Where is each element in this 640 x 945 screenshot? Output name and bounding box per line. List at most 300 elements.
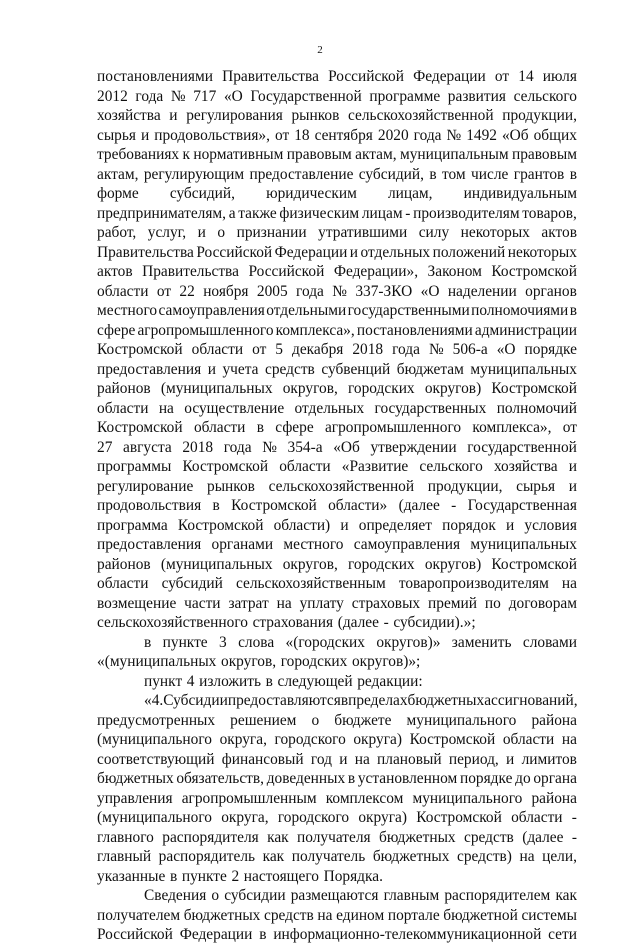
word: 2005 [256,282,288,300]
word: возмещение [97,594,177,612]
word: от [494,68,510,85]
word: и [506,750,515,768]
word: лимитов [521,750,577,768]
word: округа, [221,809,269,826]
word: рынков [207,477,255,495]
word: области [97,575,149,592]
word: на [158,399,174,417]
word: муниципального [412,789,523,807]
word: области [193,419,246,436]
word: финансовый [221,750,304,768]
word: и [339,750,348,768]
word: бюджетных [97,770,174,787]
text-line [97,867,577,887]
word: 3 [219,633,227,651]
word: изложить [199,672,262,690]
word: агропромышленным [181,789,317,807]
word: некоторых [507,243,577,261]
word: Костромской [416,809,502,826]
text-line [97,126,577,146]
word: года [135,87,164,105]
word: муниципальных [470,536,577,553]
word: 22 [179,282,195,300]
word: на [561,575,577,592]
word: субсидии [224,887,286,904]
word: в [347,770,356,787]
text-line [97,516,577,536]
word: округа) [358,809,407,826]
word: «Развитие [341,458,409,475]
word: (далее [522,828,564,846]
text-line [97,555,577,575]
text-line [97,925,577,945]
word: о [217,224,226,241]
word: (муниципальных [160,380,273,397]
word: сельскохозяйственным [236,575,386,592]
word: Федерации», [333,263,419,280]
word: Порядка. [323,867,383,885]
word: товаропроизводителям [398,575,549,592]
word: округа, [219,731,267,748]
word: заменить [451,633,512,651]
word: 337-ЗКО [355,282,413,300]
word: государственной [467,438,577,456]
word: товаров, [522,204,577,222]
word: сентября [314,126,373,144]
word: программы [97,458,172,475]
word: субсидий, [169,185,235,202]
word: органов [525,282,577,300]
word: (далее [337,614,379,631]
text-line [97,711,577,731]
word: сельского [513,87,577,105]
word: Российской [248,263,325,280]
text-line [97,769,577,789]
word: индивидуальным [463,185,577,202]
word: предоставление [249,165,354,183]
word: о [211,887,220,904]
text-line [97,184,577,204]
word: года [392,341,420,358]
word: «(городских [285,633,365,651]
text-line [97,87,577,107]
word: сельскохозяйственной [348,107,494,124]
word: и [207,360,216,378]
word: ассигнований, [484,692,578,709]
word: области) [273,516,331,534]
word: Костромской [409,731,496,748]
word: сельского [419,458,483,475]
word: регулирование [97,477,194,495]
word: округов)» [376,633,441,651]
document-body [97,67,577,945]
word: продукции, [427,477,503,495]
word: о [311,711,320,729]
text-line [97,633,577,653]
word: Федерации [413,68,486,85]
word: № [332,282,347,300]
word: средств [464,828,514,846]
word: период, [448,750,499,768]
word: управления [97,789,173,807]
word: «(муниципальных [97,653,217,670]
text-line [97,67,577,87]
word: физическим [279,204,360,222]
word: отдельными [266,302,347,319]
word: субсидий, [358,165,424,183]
word: распорядитель [158,848,256,865]
word: порядке [459,770,513,787]
word: продовольствия [97,497,202,514]
word: лицам [361,204,403,222]
word: 2 [231,867,240,885]
text-line [97,594,577,614]
word: - [571,828,577,846]
word: постановлениями [97,68,213,85]
word: распорядителя [162,828,259,846]
word: Костромской [177,516,264,534]
word: части [184,594,221,612]
word: учета [222,360,259,378]
word: округов) [424,380,482,397]
word: района [531,711,577,729]
word: субсидии).»; [393,614,476,631]
word: районов [97,555,151,573]
word: отдельных [360,243,431,261]
word: года [296,282,324,300]
word: муниципальным [399,146,509,163]
text-line [97,574,577,594]
word: Сведения [144,887,207,904]
word: предоставления [97,360,202,378]
word: в [265,672,273,690]
text-line [97,165,577,185]
word: муниципального [406,711,517,729]
word: и [169,107,178,124]
word: редакции: [357,672,423,690]
word: до [515,770,531,787]
word: и [197,224,206,241]
word: округа) [353,731,402,748]
word: программа [97,516,168,534]
word: в [569,165,577,183]
text-line [97,789,577,809]
word: Государственной [250,87,362,105]
word: продовольствия», [154,126,270,144]
text-line [97,613,577,633]
word: бюджете [334,711,392,729]
word: № [428,341,444,358]
word: (далее [398,497,440,514]
word: как [262,848,285,865]
word: полномочий [496,399,577,417]
word: области [511,809,563,826]
word: на [276,594,292,612]
word: хозяйства [97,107,161,124]
word: комплекса», [275,321,355,339]
word: лицам, [387,185,433,202]
word: слова [238,633,275,651]
word: и [568,458,577,475]
word: Костромской [491,380,577,397]
word: области [502,731,555,748]
word: полномочиями [471,302,569,319]
word: плановый [377,750,442,768]
word: августа [123,438,172,456]
word: обязательств, [176,770,264,787]
word: порядке [524,341,577,358]
word: 2012 [97,87,128,105]
word: области [279,458,331,475]
text-line [97,321,577,341]
word: сельскохозяйственной [268,477,415,495]
word: «О [223,87,243,105]
word: года [223,438,252,456]
word: области [97,282,149,300]
word: работ, [97,224,137,241]
word: комплексом [325,789,404,807]
text-line [97,282,577,302]
word: № [446,126,462,144]
word: год [310,750,332,768]
word: в [340,692,349,709]
text-line [97,145,577,165]
text-line [97,652,577,672]
word: регулирования [186,107,283,124]
word: требованиях [97,146,180,163]
word: пункте [181,867,227,885]
word: предусмотренных [97,711,216,729]
word: в [144,633,152,651]
word: Костромской [97,419,183,436]
word: от [562,419,577,436]
word: на [561,731,577,748]
word: Российской [196,243,273,261]
word: (муниципальных [160,555,273,573]
word: - [405,204,411,222]
word: бюджетных [372,848,450,865]
word: от [252,341,267,358]
word: декабря [292,341,344,358]
word: года [413,126,442,144]
word: (муниципального [97,731,212,748]
word: форме [97,185,139,202]
word: актов [97,263,133,280]
word: городских [280,653,348,670]
word: пункт [144,672,183,690]
word: на [354,750,370,768]
word: страховых [351,594,421,612]
word: 1492 [466,126,497,144]
word: условия [524,516,577,534]
word: услуг, [147,224,187,241]
word: некоторых [460,224,530,241]
word: распорядителем [444,887,551,904]
word: портале [387,906,440,924]
page-number: 2 [317,44,323,56]
text-line [97,204,577,224]
word: пункте [162,633,208,651]
word: № [262,438,277,456]
word: субсидий [161,575,223,592]
word: района [531,789,577,807]
word: правовым [511,146,577,163]
text-line [97,730,577,750]
word: бюджетной [443,906,518,924]
text-line [97,418,577,438]
word: развития [447,87,506,105]
word: бюджетам [396,360,464,378]
word: органами [211,536,274,553]
word: едином [336,906,385,924]
word: продукции, [502,107,577,124]
word: агропромышленного [137,321,274,339]
word: в [169,867,178,885]
word: Правительства [97,243,194,261]
word: в [429,165,437,183]
word: городского [277,809,350,826]
word: предоставляются [227,692,341,709]
word: 27 [97,438,113,456]
word: агропромышленного [324,419,462,436]
word: Федерации [274,243,348,261]
word: июля [542,68,577,85]
word: сфере [97,321,136,339]
text-line [97,243,577,263]
text-line [97,886,577,906]
word: Костромской [491,555,577,573]
text-line [97,340,577,360]
word: постановлениями [356,321,473,339]
word: 5 [275,341,283,358]
word: «Об [333,438,360,456]
word: пределах [348,692,408,709]
word: на [317,906,333,924]
text-line [97,106,577,126]
word: силу [418,224,450,241]
word: уплату [299,594,344,612]
word: местного [97,302,158,319]
word: средств) [457,848,512,865]
word: и [568,477,577,495]
word: (муниципального [97,809,212,826]
word: к [182,146,190,163]
word: 18 [294,126,310,144]
word: бюджетных [407,692,485,709]
word: 506-а [452,341,488,358]
word: сельскохозяйственного [97,614,248,631]
word: общих [533,126,577,144]
word: а [228,204,236,222]
word: округов, [221,653,277,670]
text-line [97,828,577,848]
word: программе [369,87,441,105]
word: отдельных [294,399,365,417]
word: городских [347,555,415,573]
word: от [274,126,290,144]
word: актам, [355,146,397,163]
word: по [484,594,501,612]
word: и [140,126,150,144]
word: Федерации [179,926,253,943]
text-line [97,535,577,555]
word: актам, [97,165,139,183]
word: и [349,243,359,261]
text-line [97,301,577,321]
word: настоящего [243,867,319,885]
text-line [97,808,577,828]
text-line [97,438,577,458]
word: местного [283,536,344,553]
word: словами [522,633,577,651]
word: области [191,341,244,358]
word: средств [265,360,315,378]
word: производителям [413,204,520,222]
word: определяет [358,516,432,534]
word: предпринимателям, [97,204,227,222]
word: грантов [513,165,565,183]
word: положений [432,243,506,261]
word: № [170,87,186,105]
word: главный [97,848,152,865]
word: администрации [474,321,577,339]
word: системы [521,906,577,924]
word: на [519,848,535,865]
word: от [156,282,172,300]
text-line [97,379,577,399]
word: 2018 [182,438,214,456]
text-line [97,906,577,926]
word: Костромской [231,497,317,514]
text-line [97,399,577,419]
text-line [97,457,577,477]
word: также [238,204,277,222]
word: органа [533,770,577,787]
word: комплекса», [472,419,552,436]
word: признании [236,224,307,241]
word: «О [420,282,440,300]
text-line [97,223,577,243]
word: в [569,302,577,319]
word: округов, [282,380,338,397]
word: округов) [424,555,482,573]
word: страхования [252,614,334,631]
word: 2018 [352,341,384,358]
word: информационно-телекоммуникационной [273,926,542,943]
word: 14 [518,68,534,85]
text-line [97,750,577,770]
text-line [97,672,577,692]
word: сфере [275,419,314,436]
word: как [555,887,577,904]
word: - [383,614,389,631]
text-line [97,691,577,711]
word: муниципальных [470,360,577,378]
word: указанные [97,867,166,885]
word: Законом [427,263,482,280]
word: «Об [501,126,529,144]
word: самоуправления [158,302,265,319]
word: области [97,399,149,417]
word: субвенций [321,360,391,378]
word: утверждении [370,438,457,456]
word: Российской [328,68,404,85]
word: Правительства [142,263,239,280]
word: сети [548,926,577,943]
word: порядок [442,516,496,534]
word: получателя [297,828,371,846]
word: - [571,809,577,826]
